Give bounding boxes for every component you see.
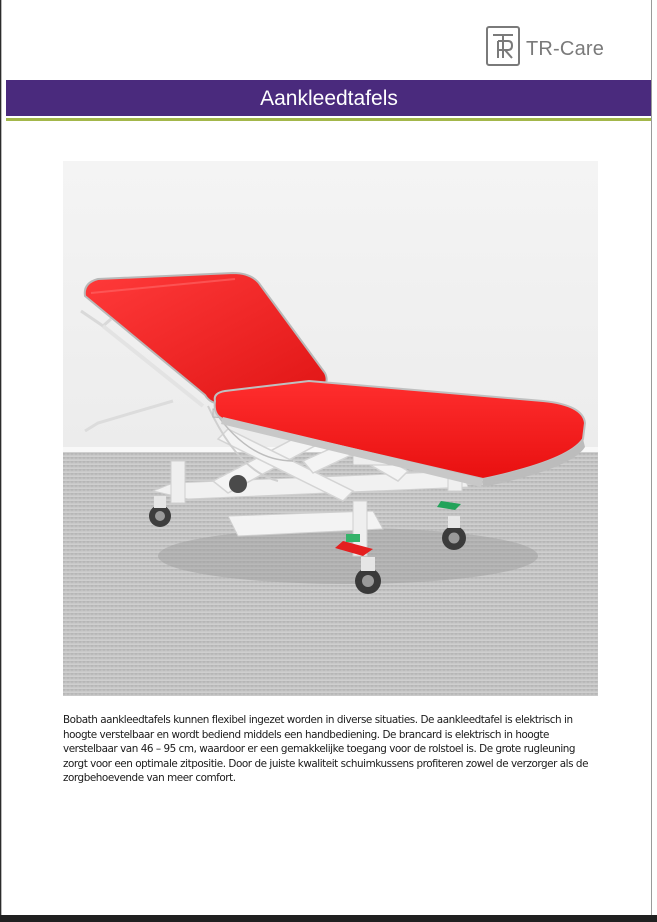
tr-care-logo-icon (486, 26, 520, 66)
description-line: zorgt voor een optimale zitpositie. Door de juiste kwaliteit schuimkussens profiteren zowel de verzorger als de (63, 757, 589, 770)
description-line: Bobath aankleedtafels kunnen flexibel ingezet worden in diverse situaties. De aankleedtafel is elektrisch in (63, 714, 573, 726)
page-edge (652, 0, 657, 922)
description-line: zorgbehoevende van meer comfort. (63, 772, 236, 785)
red-treatment-table-photo (63, 161, 598, 696)
title-band (6, 80, 652, 116)
document-page (1, 0, 652, 915)
page-title: Aankleedtafels (260, 87, 398, 110)
brand-name: TR-Care (526, 38, 605, 60)
brand-logo (486, 24, 604, 68)
description-paragraph (63, 713, 608, 786)
viewer-background (0, 915, 657, 922)
green-divider (6, 118, 652, 121)
description-line: verstelbaar van 46 – 95 cm, waardoor er een gemakkelijke toegang voor de rolstoel is. De grote rugleuning (63, 743, 576, 756)
description-line: hoogte verstelbaar en wordt bediend middels een handbediening. De brancard is elektrisch in hoogte (63, 728, 549, 741)
